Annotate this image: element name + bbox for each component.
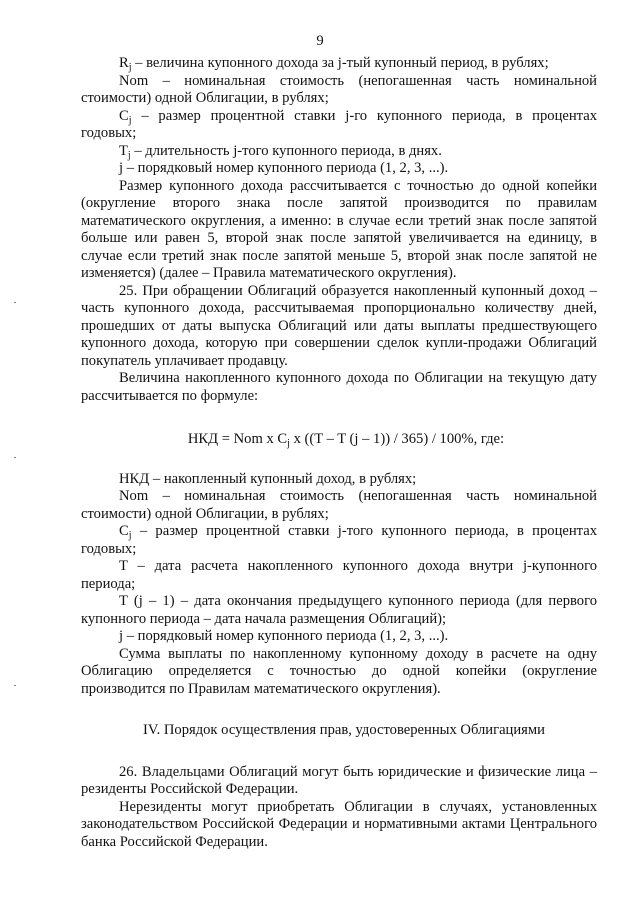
definition-subscript: j	[127, 149, 131, 161]
document-body	[81, 55, 597, 851]
definition-text: – номинальная стоимость (непогашенная часть номинальной стоимости) одной Облигации, в рублях;	[81, 488, 597, 522]
definition-text: – номинальная стоимость (непогашенная часть номинальной стоимости) одной Облигации, в рублях;	[81, 72, 597, 106]
definition-text: – порядковый номер купонного периода (1, 2, 3, ...).	[123, 160, 449, 176]
paragraph-nkd-intro: Величина накопленного купонного дохода по Облигации на текущую дату рассчитывается по формуле:	[81, 370, 597, 404]
definition-text: – порядковый номер купонного периода (1, 2, 3, ...).	[123, 628, 449, 644]
definition-symbol: НКД	[119, 470, 150, 487]
paragraph-26: 26. Владельцами Облигаций могут быть юридические и физические лица – резиденты Российской Федерации.	[81, 763, 597, 797]
definitions-block-1	[81, 55, 597, 178]
definition-subscript: j	[128, 62, 132, 73]
definition-symbol: T (j – 1)	[119, 593, 175, 609]
definition-subscript: j	[128, 530, 132, 541]
scan-mark	[14, 302, 16, 303]
definition-text: – дата расчета накопленного купонного дохода внутри j-купонного периода;	[81, 558, 597, 592]
definition-symbol: j	[119, 628, 124, 644]
section-title: IV. Порядок осуществления прав, удостоверенных Облигациями	[143, 722, 545, 738]
definition-text: – длительность j-того купонного периода, в днях.	[130, 142, 442, 159]
paragraph-rounding-rules: Размер купонного дохода рассчитывается с точностью до одной копейки (округление второго знака после запятой производится по правилам математического округления, а именно: в случае если третий знак после запятой больше или равен 5, второй знак после запятой увеличивается на единицу, в случае если третий знак после запятой меньше 5, второй знак после запятой не изменяется) (далее – Правила математического округления).	[81, 177, 597, 281]
scan-mark	[14, 685, 16, 686]
scan-mark	[14, 457, 16, 458]
definition-symbol: T	[119, 142, 128, 159]
definition-item	[81, 143, 597, 161]
definition-symbol: C	[119, 107, 129, 124]
definition-item	[81, 488, 597, 523]
definition-symbol: Nom	[119, 72, 149, 89]
formula-right: x ((T – T (j – 1)) / 365) / 100%, где:	[289, 431, 505, 447]
definition-item	[81, 73, 597, 108]
nkd-formula	[81, 431, 597, 449]
definition-text: – накопленный купонный доход, в рублях;	[149, 470, 417, 487]
formula-left: НКД = Nom x C	[187, 431, 288, 447]
paragraph-25: 25. При обращении Облигаций образуется накопленный купонный доход – часть купонного дохода, рассчитываемая пропорционально количеству дней, прошедших от даты выпуска Облигаций или даты выплаты предшествующего купонного дохода, которую при совершении сделок купли-продажи Облигаций покупатель уплачивает продавцу.	[81, 282, 597, 369]
definition-item	[81, 160, 597, 178]
definition-symbol: R	[119, 55, 129, 71]
definition-item	[81, 55, 597, 73]
definitions-block-2	[81, 471, 597, 646]
definition-text: – величина купонного дохода за j-тый купонный период, в рублях;	[131, 55, 549, 71]
definition-item	[81, 471, 597, 489]
definition-item	[81, 593, 597, 628]
page-number: 9	[316, 33, 324, 49]
definition-item	[81, 523, 597, 558]
formula-subscript: j	[287, 438, 290, 449]
definition-symbol: C	[119, 523, 129, 539]
definition-item	[81, 108, 597, 143]
definition-symbol: j	[119, 160, 124, 176]
definition-item	[81, 628, 597, 646]
definition-symbol: T	[119, 558, 128, 574]
definition-item	[81, 558, 597, 593]
definition-text: – размер процентной ставки j-того купонного периода, в процентах годовых;	[81, 523, 597, 557]
paragraph-sum: Сумма выплаты по накопленному купонному доходу в расчете на одну Облигацию определяется с точностью до одной копейки (округление производится по Правилам математического округления).	[81, 645, 597, 697]
definition-subscript: j	[128, 114, 132, 126]
definition-text: – дата окончания предыдущего купонного периода (для первого купонного периода – дата начала размещения Облигаций);	[81, 593, 598, 627]
definition-symbol: Nom	[119, 488, 149, 504]
paragraph-nonresidents: Нерезиденты могут приобретать Облигации в случаях, установленных законодательством Российской Федерации и нормативными актами Центрального банка Российской Федерации.	[81, 798, 597, 850]
definition-text: – размер процентной ставки j-го купонного периода, в процентах годовых;	[81, 107, 597, 141]
